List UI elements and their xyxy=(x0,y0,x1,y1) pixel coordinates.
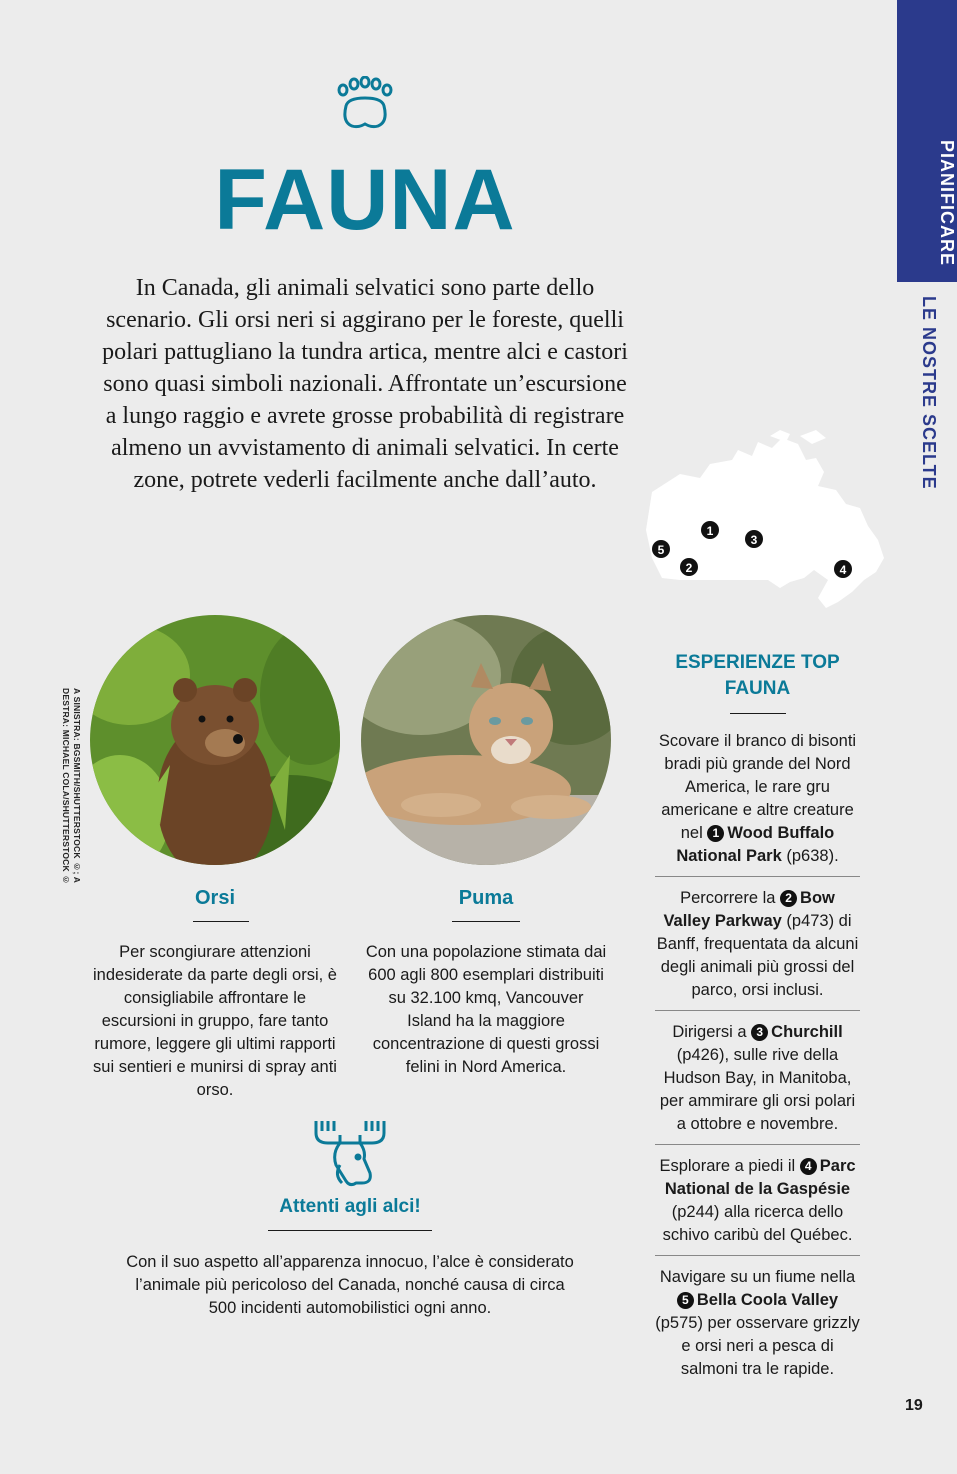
experience-item: Percorrere la 2 Bow Valley Parkway (p473) di Banff, frequentata da alcuni degli animali più grossi del parco, orsi inclusi. xyxy=(655,887,860,1011)
section-tab[interactable] xyxy=(897,0,957,282)
place-name: Bella Coola Valley xyxy=(696,1291,839,1309)
experience-item: Navigare su un fiume nella 5 Bella Coola Valley (p575) per osservare grizzly e orsi neri a pesca di salmoni tra le rapide. xyxy=(655,1268,860,1378)
place-name: Wood Buffalo National Park xyxy=(676,824,835,865)
experiences-title xyxy=(655,650,860,702)
orsi-heading: Orsi xyxy=(194,887,236,909)
number-badge-icon: 3 xyxy=(751,1024,768,1041)
alci-heading: Attenti agli alci! xyxy=(279,1196,421,1217)
experiences-divider xyxy=(730,713,786,714)
experiences-subheading: FAUNA xyxy=(724,678,791,699)
puma-heading: Puma xyxy=(458,887,514,909)
place-name: Bow Valley Parkway xyxy=(663,889,835,930)
puma-text: Con una popolazione stimata dai 600 agli 800 esemplari distribuiti su 32.100 kmq, Vancouver Island ha la maggiore concentrazione di questi grossi felini in Nord America. xyxy=(365,943,607,1076)
number-badge-icon: 1 xyxy=(707,825,724,842)
alci-text: Con il suo aspetto all’apparenza innocuo, l’alce è considerato l’animale più pericoloso del Canada, nonché causa di circa 500 incidenti automobilistici ogni anno. xyxy=(126,1253,574,1317)
orsi-divider xyxy=(193,921,249,922)
puma-divider xyxy=(452,921,520,922)
place-name: Churchill xyxy=(771,1023,843,1041)
experience-item: Scovare il branco di bisonti bradi più grande del Nord America, le rare gru americane e altre creature nel 1 Wood Buffalo National Park (p638). xyxy=(655,730,860,877)
orsi-text: Per scongiurare attenzioni indesiderate da parte degli orsi, è consigliabile affrontare le escursioni in gruppo, fare tanto rumore, leggere gli ultimi rapporti sui sentieri e munirsi di spray anti orso. xyxy=(93,943,337,1099)
intro-paragraph: In Canada, gli animali selvatici sono parte dello scenario. Gli orsi neri si aggirano per le foreste, quelli polari pattugliano la tundra artica, mentre alci e castori sono quasi simboli nazionali. Affrontate un’escursione a lungo raggio e avrete grosse probabilità di registrare almeno un avvistamento di animali selvatici. In certe zone, potrete vederli facilmente anche dall’auto. xyxy=(102,275,628,493)
svg-text:1: 1 xyxy=(706,524,714,538)
page-number: 19 xyxy=(905,1397,923,1414)
map-marker-1 xyxy=(701,521,719,539)
experience-item: Dirigersi a 3 Churchill (p426), sulle rive della Hudson Bay, in Manitoba, per ammirare gli orsi polari a ottobre e novembre. xyxy=(655,1021,860,1145)
puma-photo xyxy=(361,615,611,865)
paw-icon xyxy=(334,76,396,132)
experiences-list xyxy=(655,730,860,1399)
number-badge-icon: 2 xyxy=(780,890,797,907)
subsection-label: LE NOSTRE SCELTE xyxy=(919,296,939,490)
place-name: Parc National de la Gaspésie xyxy=(664,1157,856,1198)
moose-icon xyxy=(310,1117,390,1189)
page-title: FAUNA xyxy=(214,152,516,248)
map-marker-3 xyxy=(745,530,763,548)
alci-divider xyxy=(268,1230,432,1231)
map-marker-2 xyxy=(680,558,698,576)
svg-text:4: 4 xyxy=(839,563,847,577)
svg-text:2: 2 xyxy=(685,561,693,575)
map-marker-5 xyxy=(652,540,670,558)
experiences-heading: ESPERIENZE TOP xyxy=(675,652,840,673)
experience-item: Esplorare a piedi il 4 Parc National de la Gaspésie (p244) alla ricerca dello schivo caribù del Québec. xyxy=(655,1155,860,1256)
number-badge-icon: 4 xyxy=(800,1158,817,1175)
bear-photo xyxy=(90,615,340,865)
svg-text:3: 3 xyxy=(750,533,758,547)
canada-map xyxy=(640,430,895,620)
photo-credit: A SINISTRA: BGSMITH/SHUTTERSTOCK ©; A DESTRA: MICHAEL COLA/SHUTTERSTOCK © xyxy=(61,688,82,885)
number-badge-icon: 5 xyxy=(677,1292,694,1309)
map-marker-4 xyxy=(834,560,852,578)
svg-text:5: 5 xyxy=(657,543,665,557)
section-tab-label: PIANIFICARE xyxy=(937,140,957,267)
